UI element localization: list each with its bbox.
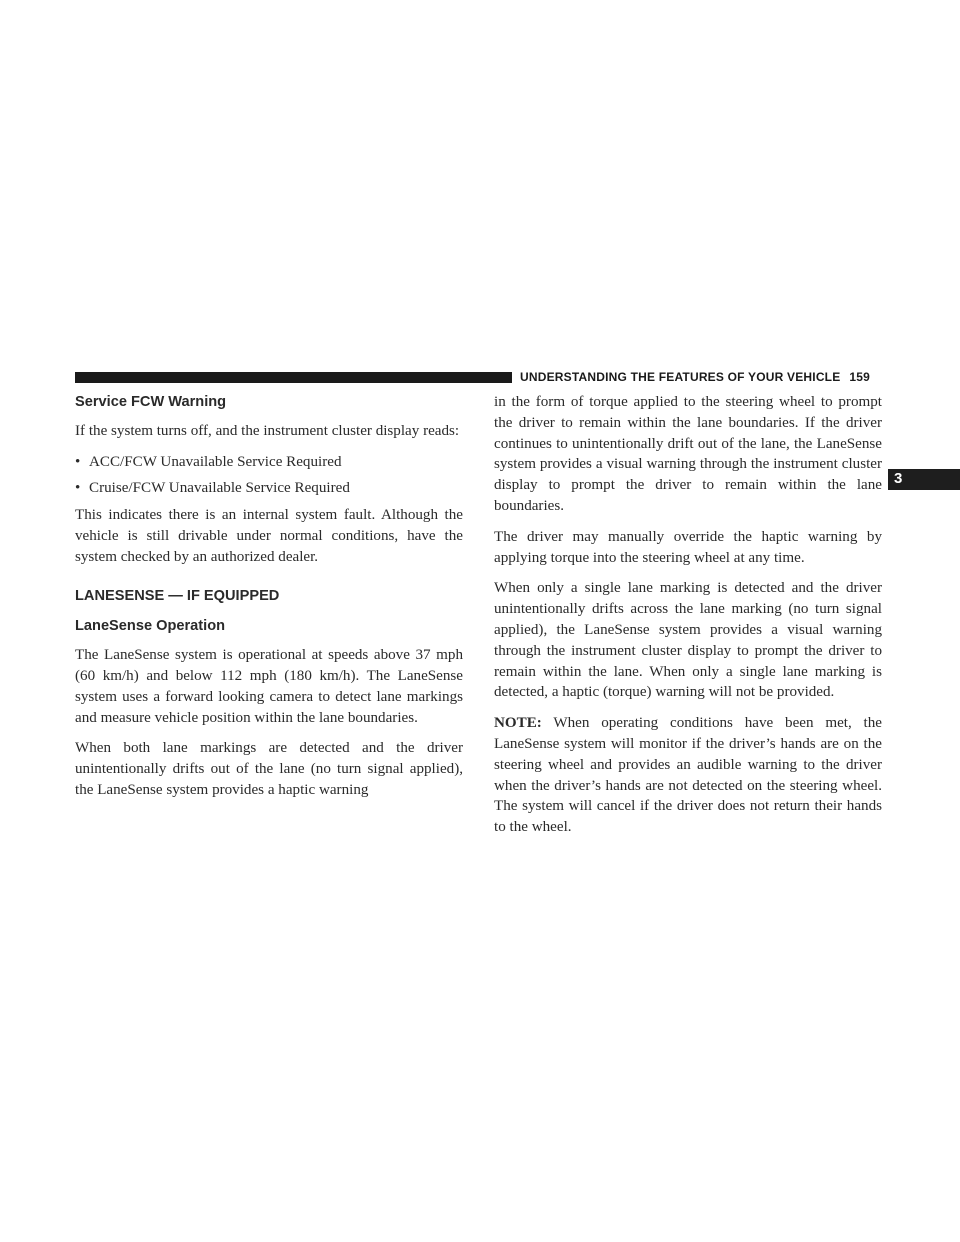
note-paragraph [494, 713, 882, 838]
note-text: When operating conditions have been met, the LaneSense system will monitor if the driver’s hands are on the steering wheel and provides an audible warning to the driver when the driver’s hands are not detected on the steering wheel. The system will cancel if the driver does not return their hands to the wheel. [494, 715, 882, 836]
paragraph-lanesense-operation: The LaneSense system is operational at speeds above 37 mph (60 km/h) and below 112 mph (180 km/h). The LaneSense system uses a forward looking camera to detect lane markings and measure vehicle position within the lane boundaries. [75, 647, 463, 726]
paragraph-single-marking: When only a single lane marking is detected and the driver unintentionally drifts across the lane marking (no turn signal applied), the LaneSense system provides a visual warning through the instrument cluster display to prompt the driver to remain within the lane. When only a single lane marking is detected, a haptic (torque) warning will not be provided. [494, 580, 882, 701]
bullet-glyph: • [75, 453, 81, 470]
heading-lanesense-section: LANESENSE — IF EQUIPPED [75, 587, 280, 604]
paragraph-both-markings-start: When both lane markings are detected and the driver unintentionally drifts out of the lane (no turn signal applied), the LaneSense system provides a haptic warning [75, 740, 463, 798]
unavailable-messages-list [75, 452, 463, 500]
chapter-tab-number: 3 [894, 470, 903, 487]
list-item [75, 478, 463, 499]
running-header [520, 370, 870, 384]
right-column [494, 392, 882, 848]
paragraph-both-markings-continued: in the form of torque applied to the steering wheel to prompt the driver to remain within the lane boundaries. If the driver continues to unintentionally drift out of the lane, the LaneSense system provides a visual warning through the instrument cluster display to prompt the driver to remain within the lane boundaries. [494, 394, 882, 514]
left-column [75, 392, 463, 811]
list-item-text: Cruise/FCW Unavailable Service Required [89, 480, 350, 497]
chapter-tab [888, 469, 960, 490]
list-item [75, 452, 463, 473]
bullet-glyph: • [75, 480, 81, 497]
heading-service-fcw-warning: Service FCW Warning [75, 394, 227, 410]
header-rule-bar [75, 372, 512, 383]
note-label: NOTE: [494, 715, 542, 732]
paragraph-service-intro: If the system turns off, and the instrument cluster display reads: [75, 422, 460, 439]
heading-lanesense-operation: LaneSense Operation [75, 618, 226, 635]
paragraph-manual-override: The driver may manually override the haptic warning by applying torque into the steering wheel at any time. [494, 528, 882, 566]
list-item-text: ACC/FCW Unavailable Service Required [89, 453, 342, 470]
page-number: 159 [849, 370, 871, 384]
running-header-title: UNDERSTANDING THE FEATURES OF YOUR VEHICLE [520, 370, 841, 384]
paragraph-internal-fault: This indicates there is an internal system fault. Although the vehicle is still drivable under normal conditions, have the system checked by an authorized dealer. [75, 507, 463, 565]
